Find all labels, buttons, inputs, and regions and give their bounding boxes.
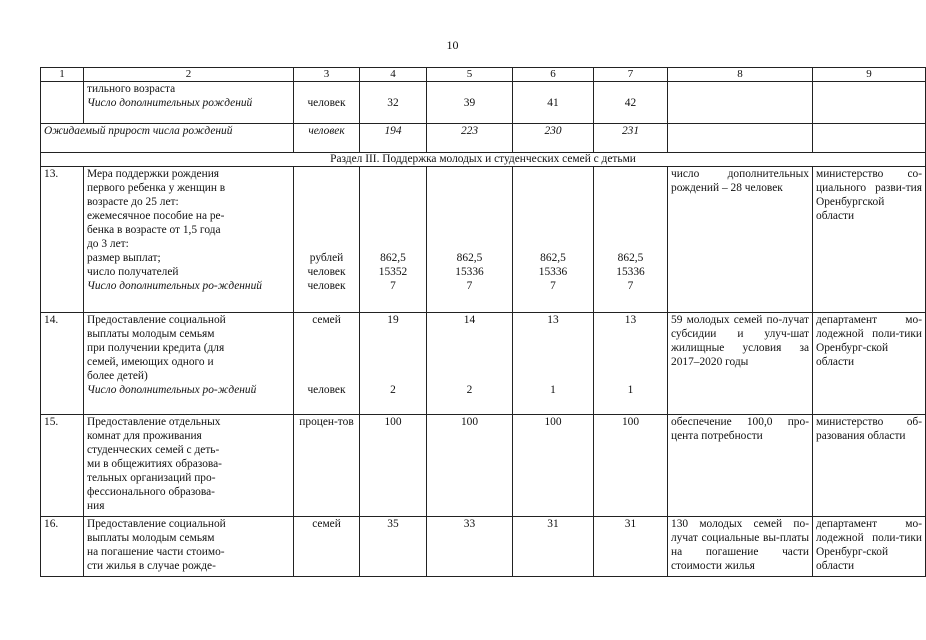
- value-cell: 31: [513, 517, 594, 577]
- value-cell: 100: [360, 415, 427, 517]
- indicator-description: Предоставление социальной выплаты молодым семьям на погашение части стоимо- сти жилья в случае рожде-: [84, 517, 294, 577]
- unit-cell: человек: [294, 82, 360, 124]
- table-row: [41, 313, 926, 415]
- value-cell: 42: [594, 82, 668, 124]
- value-cell: 862,5 15352 7: [360, 167, 427, 313]
- table-row: [41, 167, 926, 313]
- program-table: [40, 67, 926, 577]
- indicator-description: тильного возраста Число дополнительных рождений: [84, 82, 294, 124]
- value-cell: 230: [513, 124, 594, 153]
- value-cell: 33: [427, 517, 513, 577]
- column-number: 6: [513, 68, 594, 82]
- unit-cell: человек: [294, 124, 360, 153]
- table-row: [41, 124, 926, 153]
- value-cell: 231: [594, 124, 668, 153]
- column-number: 7: [594, 68, 668, 82]
- value-cell: 862,5 15336 7: [594, 167, 668, 313]
- value-cell: 19 2: [360, 313, 427, 415]
- expected-result: 59 молодых семей по-лучат субсидии и улуч-шат жилищные условия за 2017–2020 годы: [668, 313, 813, 415]
- value-cell: 35: [360, 517, 427, 577]
- unit-cell: рублей человек человек: [294, 167, 360, 313]
- value-cell: 862,5 15336 7: [513, 167, 594, 313]
- value-cell: 100: [594, 415, 668, 517]
- expected-result: 130 молодых семей по-лучат социальные вы-платы на погашение части стоимости жилья: [668, 517, 813, 577]
- table-row: [41, 517, 926, 577]
- value-cell: 194: [360, 124, 427, 153]
- value-cell: 32: [360, 82, 427, 124]
- value-cell: 39: [427, 82, 513, 124]
- value-cell: 862,5 15336 7: [427, 167, 513, 313]
- column-number: 8: [668, 68, 813, 82]
- expected-result: обеспечение 100,0 про-цента потребности: [668, 415, 813, 517]
- page-number: 10: [446, 38, 459, 52]
- responsible-body: департамент мо-лодежной поли-тики Оренбург-ской области: [813, 517, 926, 577]
- unit-cell: процен-тов: [294, 415, 360, 517]
- expected-growth-label: Ожидаемый прирост числа рождений: [41, 124, 294, 153]
- unit-cell: семей: [294, 517, 360, 577]
- responsible-body: министерство со-циального разви-тия Оренбургской области: [813, 167, 926, 313]
- value-cell: 14 2: [427, 313, 513, 415]
- value-cell: 31: [594, 517, 668, 577]
- column-number-row: [41, 68, 926, 82]
- indicator-description: Предоставление отдельных комнат для проживания студенческих семей с деть- ми в общежитиях образова- тельных организаций про- фессионального образова- ния: [84, 415, 294, 517]
- column-number: 3: [294, 68, 360, 82]
- column-number: 2: [84, 68, 294, 82]
- section-row: [41, 153, 926, 167]
- value-cell: 13 1: [513, 313, 594, 415]
- unit-cell: семей человек: [294, 313, 360, 415]
- column-number: 5: [427, 68, 513, 82]
- section-title: Раздел III. Поддержка молодых и студенческих семей с детьми: [41, 153, 926, 167]
- value-cell: 100: [513, 415, 594, 517]
- responsible-body: департамент мо-лодежной поли-тики Оренбург-ской области: [813, 313, 926, 415]
- table-row: [41, 82, 926, 124]
- column-number: 4: [360, 68, 427, 82]
- value-cell: 100: [427, 415, 513, 517]
- column-number: 9: [813, 68, 926, 82]
- indicator-description: Предоставление социальной выплаты молодым семьям при получении кредита (для семей, имеющих одного и более детей) Число дополнительных ро-ждений: [84, 313, 294, 415]
- row-number: 13.: [41, 167, 84, 313]
- value-cell: 13 1: [594, 313, 668, 415]
- value-cell: 223: [427, 124, 513, 153]
- table-row: [41, 415, 926, 517]
- indicator-description: Мера поддержки рождения первого ребенка у женщин в возрасте до 25 лет: ежемесячное пособие на ре- бенка в возрасте от 1,5 года до 3 лет: размер выплат; число получателей Число дополнительных ро-жденний: [84, 167, 294, 313]
- responsible-body: министерство об-разования области: [813, 415, 926, 517]
- row-number: 15.: [41, 415, 84, 517]
- value-cell: 41: [513, 82, 594, 124]
- expected-result: число дополнительных рождений – 28 человек: [668, 167, 813, 313]
- row-number: 16.: [41, 517, 84, 577]
- column-number: 1: [41, 68, 84, 82]
- row-number: 14.: [41, 313, 84, 415]
